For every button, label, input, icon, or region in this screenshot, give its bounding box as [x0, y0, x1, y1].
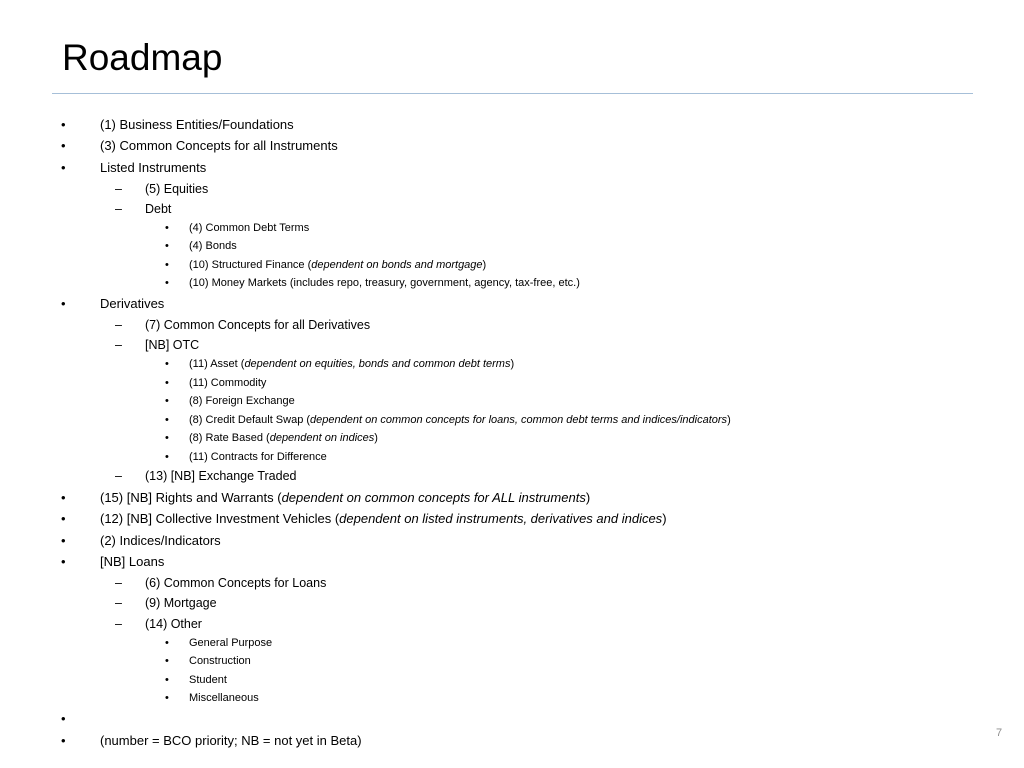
outline-text-main: (2) Indices/Indicators [100, 533, 221, 548]
outline-text [100, 117, 294, 133]
outline-text-main: (3) Common Concepts for all Instruments [100, 138, 338, 153]
outline-text [189, 357, 514, 371]
outline-text-main: (14) Other [145, 617, 202, 631]
dependency-note: dependent on common concepts for loans, common debt terms and indices/indicators [310, 414, 728, 426]
outline-text-main: General Purpose [189, 637, 273, 649]
bullet: • [165, 277, 169, 289]
bullet: • [165, 259, 169, 271]
outline-text-main: (1) Business Entities/Foundations [100, 117, 294, 132]
outline-text-main: [NB] Loans [100, 554, 165, 569]
outline-text [189, 221, 309, 235]
outline-text-main: Derivatives [100, 296, 165, 311]
dependency-note: dependent on bonds and mortgage [311, 259, 483, 271]
outline-text [189, 431, 378, 445]
outline-text [145, 575, 326, 591]
outline-text [145, 337, 199, 353]
outline-text [189, 394, 295, 408]
title-divider [52, 93, 973, 94]
outline-text-main: (5) Equities [145, 182, 209, 196]
outline-text-main: (8) Rate Based ( [189, 432, 270, 444]
outline-text-main: (11) Commodity [189, 377, 267, 389]
outline-text [100, 733, 362, 749]
bullet: • [61, 160, 66, 175]
outline-text [100, 138, 338, 154]
dash-bullet: – [115, 318, 122, 332]
outline-text-main: (6) Common Concepts for Loans [145, 576, 327, 590]
bullet: • [165, 692, 169, 704]
slide-title: Roadmap [62, 37, 223, 78]
outline-text-main: [NB] OTC [145, 338, 200, 352]
outline-text-main: (13) [NB] Exchange Traded [145, 469, 297, 483]
bullet: • [165, 395, 169, 407]
bullet: • [165, 358, 169, 370]
outline-text-main: Student [189, 674, 227, 686]
outline-text [189, 636, 272, 650]
outline-text [100, 490, 590, 506]
bullet: • [61, 533, 66, 548]
outline-text-main: (number = BCO priority; NB = not yet in Beta) [100, 733, 362, 748]
outline-text-close: ) [482, 259, 487, 271]
outline-text-main: Debt [145, 202, 172, 216]
dash-bullet: – [115, 576, 122, 590]
dash-bullet: – [115, 596, 122, 610]
bullet: • [61, 554, 66, 569]
outline-text [145, 201, 171, 217]
outline-text-main: (9) Mortgage [145, 596, 217, 610]
outline-text [189, 673, 227, 687]
bullet: • [165, 432, 169, 444]
outline-text [100, 296, 164, 312]
outline-text-main: (11) Asset ( [189, 358, 245, 370]
outline-text-main: (8) Foreign Exchange [189, 395, 295, 407]
outline-text [189, 654, 251, 668]
outline-text-main: Miscellaneous [189, 692, 259, 704]
outline-text [189, 691, 259, 705]
dependency-note: dependent on listed instruments, derivatives and indices [339, 511, 663, 526]
dash-bullet: – [115, 202, 122, 216]
page-number: 7 [996, 727, 1003, 739]
bullet: • [165, 637, 169, 649]
outline-text-close: ) [727, 414, 731, 426]
outline-text [100, 160, 206, 176]
outline-text-close: ) [510, 358, 515, 370]
dependency-note: dependent on equities, bonds and common debt terms [244, 358, 511, 370]
outline-text [145, 468, 296, 484]
bullet: • [165, 414, 169, 426]
dash-bullet: – [115, 469, 122, 483]
bullet: • [61, 296, 66, 311]
outline-text-main: (15) [NB] Rights and Warrants ( [100, 490, 282, 505]
outline-text [145, 616, 202, 632]
outline-text [189, 376, 266, 390]
outline-text [145, 595, 217, 611]
outline-text-close: ) [374, 432, 378, 444]
bullet: • [61, 117, 66, 132]
outline-text [189, 450, 327, 464]
bullet: • [61, 511, 66, 526]
outline-text [189, 239, 237, 253]
outline-text-main: (4) Bonds [189, 240, 237, 252]
outline-text [100, 554, 164, 570]
bullet: • [165, 674, 169, 686]
outline-text-main: (8) Credit Default Swap ( [189, 414, 311, 426]
outline-text-main: (10) Structured Finance ( [189, 259, 312, 271]
bullet: • [165, 240, 169, 252]
outline-text [189, 258, 486, 272]
dependency-note: dependent on indices [269, 432, 375, 444]
outline-text [189, 276, 580, 290]
bullet: • [61, 490, 66, 505]
outline-text [100, 533, 221, 549]
outline-text [145, 181, 208, 197]
dash-bullet: – [115, 338, 122, 352]
bullet: • [61, 711, 66, 726]
bullet: • [165, 377, 169, 389]
outline-text [100, 511, 667, 527]
outline-text [145, 317, 370, 333]
bullet: • [61, 733, 66, 748]
bullet: • [61, 138, 66, 153]
outline-text-main: (11) Contracts for Difference [189, 451, 327, 463]
dash-bullet: – [115, 617, 122, 631]
outline-text-close: ) [662, 511, 667, 526]
outline-text-main: (4) Common Debt Terms [189, 222, 310, 234]
bullet: • [165, 451, 169, 463]
outline-text-main: (12) [NB] Collective Investment Vehicles ( [100, 511, 340, 526]
outline-text-main: Construction [189, 655, 251, 667]
outline-text-main: (7) Common Concepts for all Derivatives [145, 318, 371, 332]
dash-bullet: – [115, 182, 122, 196]
outline-text [189, 413, 731, 427]
outline-text-close: ) [585, 490, 591, 505]
bullet: • [165, 222, 169, 234]
dependency-note: dependent on common concepts for ALL instruments [281, 490, 586, 505]
outline-text-main: Listed Instruments [100, 160, 207, 175]
bullet: • [165, 655, 169, 667]
outline-text-main: (10) Money Markets (includes repo, treasury, government, agency, tax-free, etc.) [189, 277, 580, 289]
